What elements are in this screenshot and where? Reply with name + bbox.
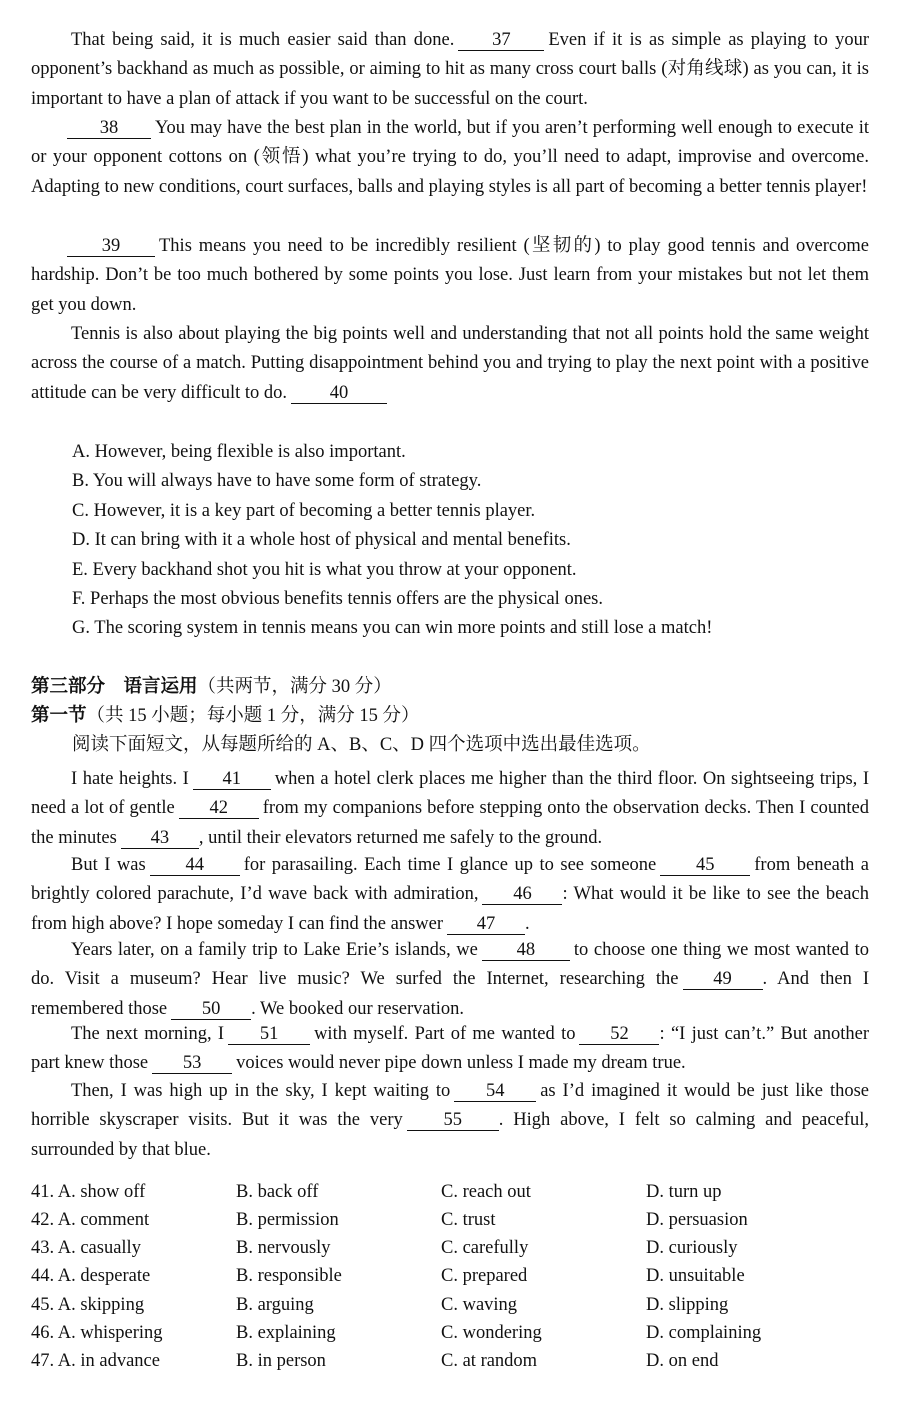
choice-b: B. explaining: [236, 1323, 336, 1343]
paragraph-text: , until their elevators returned me safely to the ground.: [198, 827, 603, 848]
choice-a: 47. A. in advance: [31, 1351, 160, 1371]
paragraph-text: when a hotel clerk places me higher than the third floor. On sightseeing trips, I need a lot of gentle: [31, 769, 869, 819]
part-title-note: （共 15 小题；每小题 1 分，满分 15 分）: [86, 706, 420, 726]
paragraph-text: This means you need to be incredibly resilient (坚韧的) to play good tennis and overcome hardship. Don’t be too much bothered by some points you lose. Just learn from your mistakes but not let them get you down.: [31, 236, 869, 315]
answer-blank-39: 39: [67, 236, 155, 257]
choice-c: C. waving: [441, 1295, 518, 1315]
choice-a: 44. A. desperate: [31, 1266, 151, 1286]
answer-blank-42: 42: [179, 798, 259, 819]
choice-a: 42. A. comment: [31, 1210, 150, 1230]
answer-blank-41: 41: [193, 769, 271, 790]
option-e: E. Every backhand shot you hit is what you throw at your opponent.: [72, 560, 577, 580]
choice-b: B. arguing: [236, 1295, 314, 1315]
choice-c: C. at random: [441, 1351, 538, 1371]
choice-a: 41. A. show off: [31, 1182, 146, 1202]
option-b: B. You will always have to have some form of strategy.: [72, 471, 482, 491]
choice-row-43: [31, 1234, 891, 1262]
paragraph-text: voices would never pipe down unless I made my dream true.: [236, 1053, 686, 1074]
paragraph-text: with myself. Part of me wanted to: [314, 1024, 576, 1044]
paragraph-text: Even if it is as simple as playing to your opponent’s backhand as much as possible, or aiming to hit as many cross court balls (对角线球) as you can, it is important to have a plan of attack if you want to be successful on the court.: [31, 30, 869, 109]
option-d: D. It can bring with it a whole host of physical and mental benefits.: [72, 530, 571, 550]
paragraph-text: . High above, I felt so calming and peaceful, surrounded by that blue.: [31, 1110, 869, 1160]
paragraph-text: I hate heights. I: [71, 769, 189, 789]
answer-blank-55: 55: [407, 1110, 499, 1131]
answer-blank-38: 38: [67, 118, 151, 139]
choice-c: C. prepared: [441, 1266, 528, 1286]
paragraph-q38: [31, 114, 869, 202]
choice-b: B. back off: [236, 1182, 319, 1202]
choice-a: 46. A. whispering: [31, 1323, 163, 1343]
paragraph-text: .: [525, 913, 530, 934]
choice-d: D. slipping: [646, 1295, 729, 1315]
section-title: [31, 673, 392, 701]
section-title-note: （共两节，满分 30 分）: [197, 677, 392, 697]
choice-d: D. on end: [646, 1351, 719, 1371]
answer-blank-37: 37: [458, 30, 544, 51]
paragraph-text: That being said, it is much easier said than done.: [71, 30, 455, 50]
paragraph-text: : “I just can’t.” But another part knew those: [31, 1024, 870, 1074]
paragraph-text: for parasailing. Each time I glance up to see someone: [243, 855, 657, 875]
answer-blank-44: 44: [150, 855, 240, 876]
choice-d: D. turn up: [646, 1182, 722, 1202]
choice-b: B. responsible: [236, 1266, 342, 1286]
option-f: F. Perhaps the most obvious benefits tennis offers are the physical ones.: [72, 589, 603, 609]
answer-blank-47: 47: [447, 914, 525, 935]
choice-c: C. reach out: [441, 1182, 531, 1202]
answer-blank-48: 48: [482, 940, 570, 961]
paragraph-b5: [31, 1077, 869, 1165]
choice-row-47: [31, 1347, 891, 1375]
choice-row-41: [31, 1178, 891, 1206]
paragraph-b3: [31, 936, 869, 1024]
choice-c: C. trust: [441, 1210, 496, 1230]
answer-blank-46: 46: [482, 884, 562, 905]
paragraph-text: . We booked our reservation.: [251, 998, 465, 1019]
instruction: 阅读下面短文，从每题所给的 A、B、C、D 四个选项中选出最佳选项。: [72, 735, 651, 755]
choice-c: C. carefully: [441, 1238, 529, 1258]
paragraph-text: to choose one thing we most wanted to do. Visit a museum? Hear live music? We surfed the Internet, researching the: [31, 940, 869, 990]
choice-d: D. curiously: [646, 1238, 738, 1258]
paragraph-q37: [31, 26, 869, 114]
answer-blank-52: 52: [579, 1024, 659, 1045]
choice-row-45: [31, 1291, 891, 1319]
choice-c: C. wondering: [441, 1323, 542, 1343]
answer-blank-43: 43: [121, 828, 199, 849]
paragraph-text: You may have the best plan in the world, but if you aren’t performing well enough to execute it or your opponent cottons on (领悟) what you’re trying to do, you’ll need to adapt, improvise and overcome. Adapting to new conditions, court surfaces, balls and playing styles is all part of becoming a better tennis player!: [31, 118, 869, 197]
choice-d: D. persuasion: [646, 1210, 748, 1230]
answer-blank-50: 50: [171, 999, 251, 1020]
part-title-text: 第一节: [31, 706, 87, 726]
paragraph-text: Years later, on a family trip to Lake Erie’s islands, we: [71, 940, 478, 960]
option-g: G. The scoring system in tennis means you can win more points and still lose a match!: [72, 618, 713, 638]
answer-blank-40: 40: [291, 383, 387, 404]
section-title-text: 第三部分 语言运用: [31, 677, 198, 697]
paragraph-text: : What would it be like to see the beach from high above? I hope someday I can find the answer: [31, 884, 869, 934]
answer-blank-51: 51: [228, 1024, 310, 1045]
choice-b: B. in person: [236, 1351, 326, 1371]
option-a: A. However, being flexible is also important.: [72, 442, 406, 462]
paragraph-text: Then, I was high up in the sky, I kept waiting to: [71, 1081, 451, 1101]
choice-d: D. unsuitable: [646, 1266, 745, 1286]
part-title: [31, 702, 420, 730]
option-c: C. However, it is a key part of becoming a better tennis player.: [72, 501, 536, 521]
paragraph-q40: [31, 320, 869, 408]
choice-row-44: [31, 1262, 891, 1290]
answer-blank-54: 54: [454, 1081, 536, 1102]
answer-blank-45: 45: [660, 855, 750, 876]
paragraph-b1: [31, 765, 869, 853]
choice-a: 45. A. skipping: [31, 1295, 145, 1315]
paragraph-text: . And then I remembered those: [31, 969, 869, 1019]
paragraph-text: But I was: [71, 855, 146, 875]
paragraph-text: Tennis is also about playing the big points well and understanding that not all points hold the same weight across the course of a match. Putting disappointment behind you and trying to play the next point with a positive attitude can be very difficult to do.: [31, 324, 869, 403]
paragraph-text: The next morning, I: [71, 1024, 225, 1044]
paragraph-text: from my companions before stepping onto the observation decks. Then I counted the minutes: [31, 798, 869, 848]
choice-row-42: [31, 1206, 891, 1234]
paragraph-text: from beneath a brightly colored parachute, I’d wave back with admiration,: [31, 855, 869, 905]
choice-row-46: [31, 1319, 891, 1347]
paragraph-b2: [31, 851, 869, 939]
choice-b: B. permission: [236, 1210, 339, 1230]
paragraph-text: as I’d imagined it would be just like those horrible skyscraper visits. But it was the very: [31, 1081, 870, 1131]
answer-blank-49: 49: [683, 969, 763, 990]
choice-a: 43. A. casually: [31, 1238, 141, 1258]
answer-blank-53: 53: [152, 1053, 232, 1074]
choice-b: B. nervously: [236, 1238, 331, 1258]
choice-d: D. complaining: [646, 1323, 762, 1343]
paragraph-b4: [31, 1020, 869, 1079]
paragraph-q39: [31, 232, 869, 320]
